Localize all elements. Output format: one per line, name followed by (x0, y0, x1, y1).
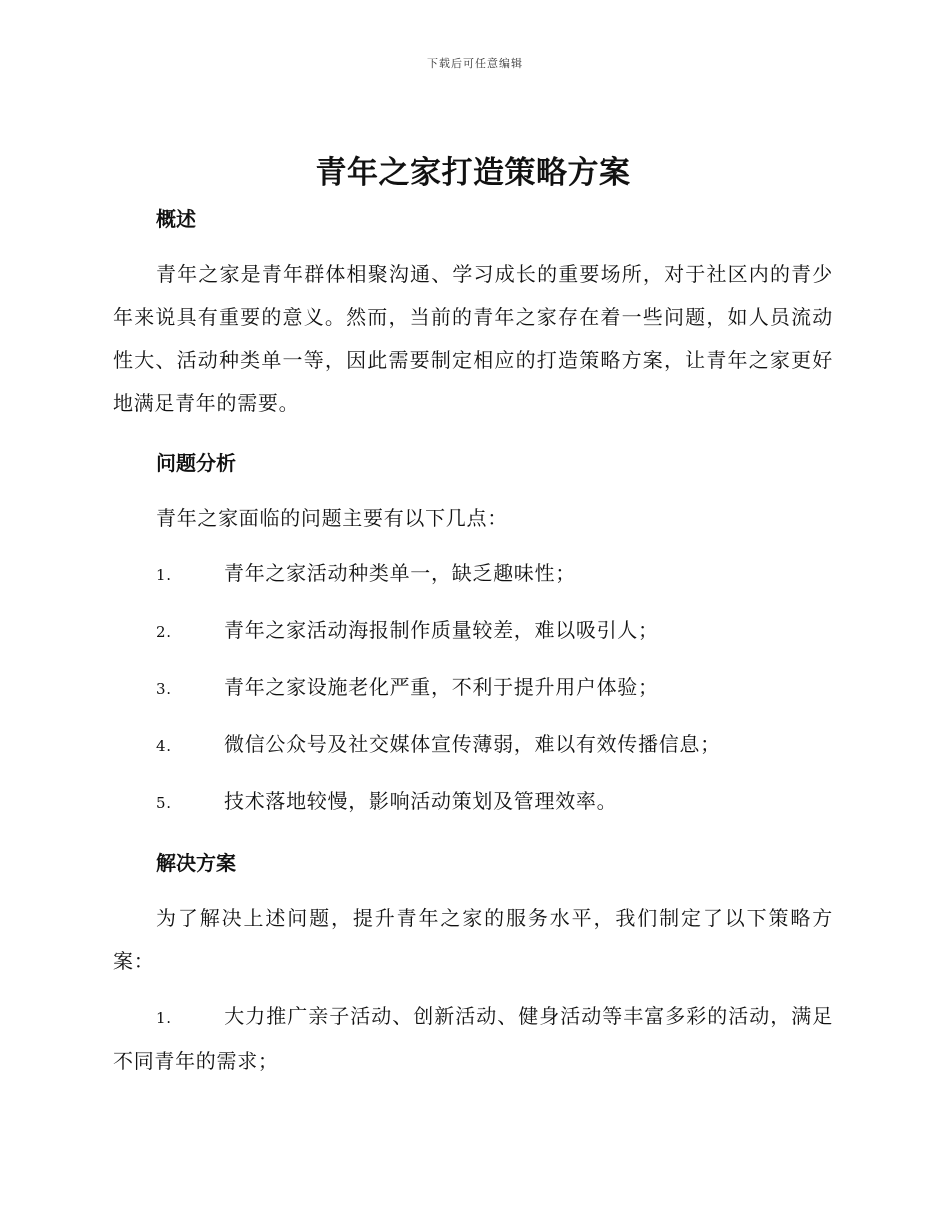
analysis-intro: 青年之家面临的问题主要有以下几点： (156, 506, 508, 530)
list-text: 大力推广亲子活动、创新活动、健身活动等丰富多彩的活动，满足不同青年的需求； (113, 1004, 833, 1073)
list-number: 4. (156, 737, 172, 755)
overview-paragraph: 青年之家是青年群体相聚沟通、学习成长的重要场所，对于社区内的青少年来说具有重要的意义。然而，当前的青年之家存在着一些问题，如人员流动性大、活动种类单一等，因此需要制定相应的打造策略方案，让青年之家更好地满足青年的需要。 (113, 262, 833, 415)
list-text: 青年之家活动种类单一，缺乏趣味性； (224, 561, 576, 585)
section-heading-solution: 解决方案 (156, 851, 236, 875)
solution-intro: 为了解决上述问题，提升青年之家的服务水平，我们制定了以下策略方案： (113, 906, 833, 973)
header-note: 下载后可任意编辑 (427, 57, 523, 70)
list-item (113, 723, 833, 768)
list-item (113, 780, 833, 825)
list-item (113, 609, 833, 654)
list-number: 3. (156, 680, 172, 698)
section-heading-overview: 概述 (156, 207, 196, 231)
document-body (113, 150, 833, 1083)
list-text: 技术落地较慢，影响活动策划及管理效率。 (224, 789, 618, 813)
section-heading-analysis: 问题分析 (156, 451, 236, 475)
list-number: 1. (156, 1009, 172, 1027)
list-number: 1. (156, 566, 172, 584)
list-text: 青年之家活动海报制作质量较差，难以吸引人； (224, 618, 659, 642)
list-item (113, 995, 833, 1083)
list-text: 青年之家设施老化严重，不利于提升用户体验； (224, 675, 659, 699)
list-text: 微信公众号及社交媒体宣传薄弱，难以有效传播信息； (224, 732, 721, 756)
list-item (113, 666, 833, 711)
list-number: 5. (156, 794, 172, 812)
list-item (113, 552, 833, 597)
list-number: 2. (156, 623, 172, 641)
document-title: 青年之家打造策略方案 (315, 155, 631, 191)
